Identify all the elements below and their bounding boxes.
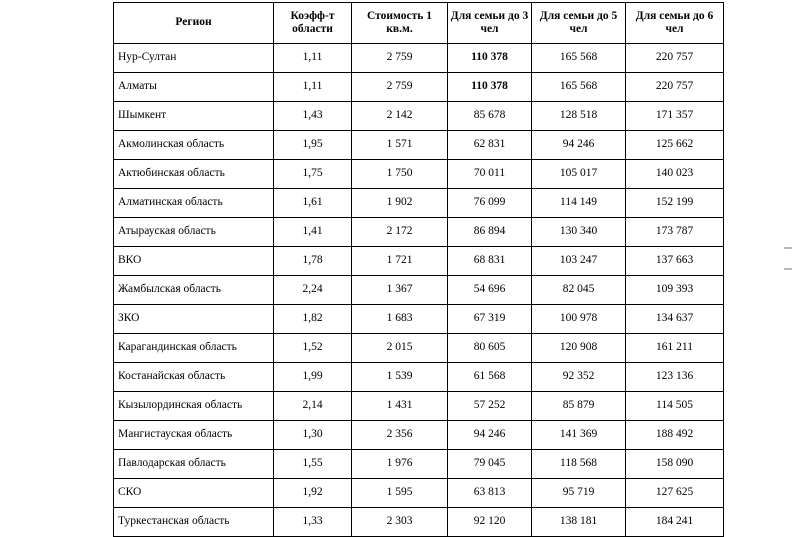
cell-coefficient: 1,55 (274, 450, 352, 479)
cell-family-5: 120 908 (532, 334, 626, 363)
cell-region: Мангистауская область (114, 421, 274, 450)
cell-family-3: 57 252 (448, 392, 532, 421)
cell-family-3: 61 568 (448, 363, 532, 392)
table-row (114, 44, 724, 73)
cell-family-5: 130 340 (532, 218, 626, 247)
cell-family-5: 94 246 (532, 131, 626, 160)
table-row (114, 218, 724, 247)
cell-family-6: 161 211 (626, 334, 724, 363)
scan-artifact-mark (784, 247, 792, 249)
cell-family-3: 68 831 (448, 247, 532, 276)
cell-coefficient: 1,61 (274, 189, 352, 218)
cell-family-5: 92 352 (532, 363, 626, 392)
column-header-family-6: Для семьи до 6 чел (626, 3, 724, 44)
table-row (114, 363, 724, 392)
cell-family-3: 94 246 (448, 421, 532, 450)
cell-price-per-sqm: 2 356 (352, 421, 448, 450)
cell-family-3: 85 678 (448, 102, 532, 131)
cell-region: Карагандинская область (114, 334, 274, 363)
table-row (114, 334, 724, 363)
cell-family-5: 118 568 (532, 450, 626, 479)
table-row (114, 421, 724, 450)
cell-family-3: 80 605 (448, 334, 532, 363)
cell-region: Кызылординская область (114, 392, 274, 421)
table-row (114, 247, 724, 276)
cell-region: Нур-Султан (114, 44, 274, 73)
cell-coefficient: 1,52 (274, 334, 352, 363)
cell-family-3: 79 045 (448, 450, 532, 479)
column-header-price-per-sqm: Стоимость 1 кв.м. (352, 3, 448, 44)
cell-family-6: 123 136 (626, 363, 724, 392)
table-row (114, 189, 724, 218)
cell-price-per-sqm: 1 431 (352, 392, 448, 421)
cell-price-per-sqm: 1 976 (352, 450, 448, 479)
table-row (114, 479, 724, 508)
cell-region: Алматы (114, 73, 274, 102)
cell-region: Павлодарская область (114, 450, 274, 479)
cell-family-6: 137 663 (626, 247, 724, 276)
cell-price-per-sqm: 1 571 (352, 131, 448, 160)
cell-family-5: 82 045 (532, 276, 626, 305)
table-row (114, 305, 724, 334)
column-header-family-5: Для семьи до 5 чел (532, 3, 626, 44)
cell-family-5: 85 879 (532, 392, 626, 421)
cell-region: Актюбинская область (114, 160, 274, 189)
cell-family-6: 220 757 (626, 44, 724, 73)
cell-family-3: 70 011 (448, 160, 532, 189)
cell-price-per-sqm: 1 595 (352, 479, 448, 508)
cell-coefficient: 1,75 (274, 160, 352, 189)
cell-price-per-sqm: 2 759 (352, 73, 448, 102)
cell-family-6: 152 199 (626, 189, 724, 218)
scan-artifact-mark (784, 268, 792, 270)
cell-region: Атырауская область (114, 218, 274, 247)
cell-coefficient: 1,95 (274, 131, 352, 160)
table-row (114, 392, 724, 421)
cell-family-5: 165 568 (532, 73, 626, 102)
cell-coefficient: 1,92 (274, 479, 352, 508)
cell-coefficient: 1,43 (274, 102, 352, 131)
table-body (114, 44, 724, 537)
cell-family-5: 165 568 (532, 44, 626, 73)
cell-region: ВКО (114, 247, 274, 276)
cell-price-per-sqm: 1 750 (352, 160, 448, 189)
table-row (114, 73, 724, 102)
cell-family-3: 62 831 (448, 131, 532, 160)
cell-family-6: 158 090 (626, 450, 724, 479)
cell-family-3: 54 696 (448, 276, 532, 305)
cell-coefficient: 2,24 (274, 276, 352, 305)
cell-family-6: 134 637 (626, 305, 724, 334)
cell-family-3: 86 894 (448, 218, 532, 247)
cell-coefficient: 1,30 (274, 421, 352, 450)
cell-price-per-sqm: 2 303 (352, 508, 448, 537)
cell-family-5: 128 518 (532, 102, 626, 131)
cell-coefficient: 1,33 (274, 508, 352, 537)
cell-family-5: 103 247 (532, 247, 626, 276)
cell-coefficient: 1,11 (274, 73, 352, 102)
table-row (114, 160, 724, 189)
table-row (114, 102, 724, 131)
table-row (114, 131, 724, 160)
cell-region: Алматинская область (114, 189, 274, 218)
cell-region: Костанайская область (114, 363, 274, 392)
cell-family-6: 127 625 (626, 479, 724, 508)
cell-price-per-sqm: 2 172 (352, 218, 448, 247)
cell-family-3: 92 120 (448, 508, 532, 537)
cell-coefficient: 2,14 (274, 392, 352, 421)
cell-family-3: 76 099 (448, 189, 532, 218)
column-header-family-3: Для семьи до 3 чел (448, 3, 532, 44)
cell-coefficient: 1,99 (274, 363, 352, 392)
cell-family-6: 220 757 (626, 73, 724, 102)
cell-price-per-sqm: 1 902 (352, 189, 448, 218)
cell-price-per-sqm: 1 683 (352, 305, 448, 334)
cell-coefficient: 1,82 (274, 305, 352, 334)
cell-coefficient: 1,11 (274, 44, 352, 73)
cell-price-per-sqm: 1 367 (352, 276, 448, 305)
cell-family-6: 173 787 (626, 218, 724, 247)
cell-region: Акмолинская область (114, 131, 274, 160)
cell-family-6: 171 357 (626, 102, 724, 131)
cell-price-per-sqm: 1 721 (352, 247, 448, 276)
cell-family-5: 138 181 (532, 508, 626, 537)
cell-price-per-sqm: 1 539 (352, 363, 448, 392)
table-row (114, 508, 724, 537)
cell-family-3: 63 813 (448, 479, 532, 508)
cell-family-6: 184 241 (626, 508, 724, 537)
cell-family-3: 110 378 (448, 73, 532, 102)
cell-family-3: 110 378 (448, 44, 532, 73)
cell-family-5: 95 719 (532, 479, 626, 508)
cell-family-6: 188 492 (626, 421, 724, 450)
cell-price-per-sqm: 2 759 (352, 44, 448, 73)
cell-family-3: 67 319 (448, 305, 532, 334)
cell-family-6: 125 662 (626, 131, 724, 160)
column-header-region: Регион (114, 3, 274, 44)
cell-region: ЗКО (114, 305, 274, 334)
table-header-row (114, 3, 724, 44)
cell-coefficient: 1,78 (274, 247, 352, 276)
cell-family-5: 114 149 (532, 189, 626, 218)
table-row (114, 450, 724, 479)
regions-table (113, 2, 724, 537)
cell-family-5: 100 978 (532, 305, 626, 334)
cell-family-6: 114 505 (626, 392, 724, 421)
cell-price-per-sqm: 2 142 (352, 102, 448, 131)
cell-family-6: 109 393 (626, 276, 724, 305)
cell-region: Жамбылская область (114, 276, 274, 305)
cell-coefficient: 1,41 (274, 218, 352, 247)
cell-region: СКО (114, 479, 274, 508)
cell-family-5: 105 017 (532, 160, 626, 189)
cell-family-5: 141 369 (532, 421, 626, 450)
cell-price-per-sqm: 2 015 (352, 334, 448, 363)
column-header-coefficient: Коэфф-т области (274, 3, 352, 44)
cell-family-6: 140 023 (626, 160, 724, 189)
table-row (114, 276, 724, 305)
cell-region: Туркестанская область (114, 508, 274, 537)
cell-region: Шымкент (114, 102, 274, 131)
